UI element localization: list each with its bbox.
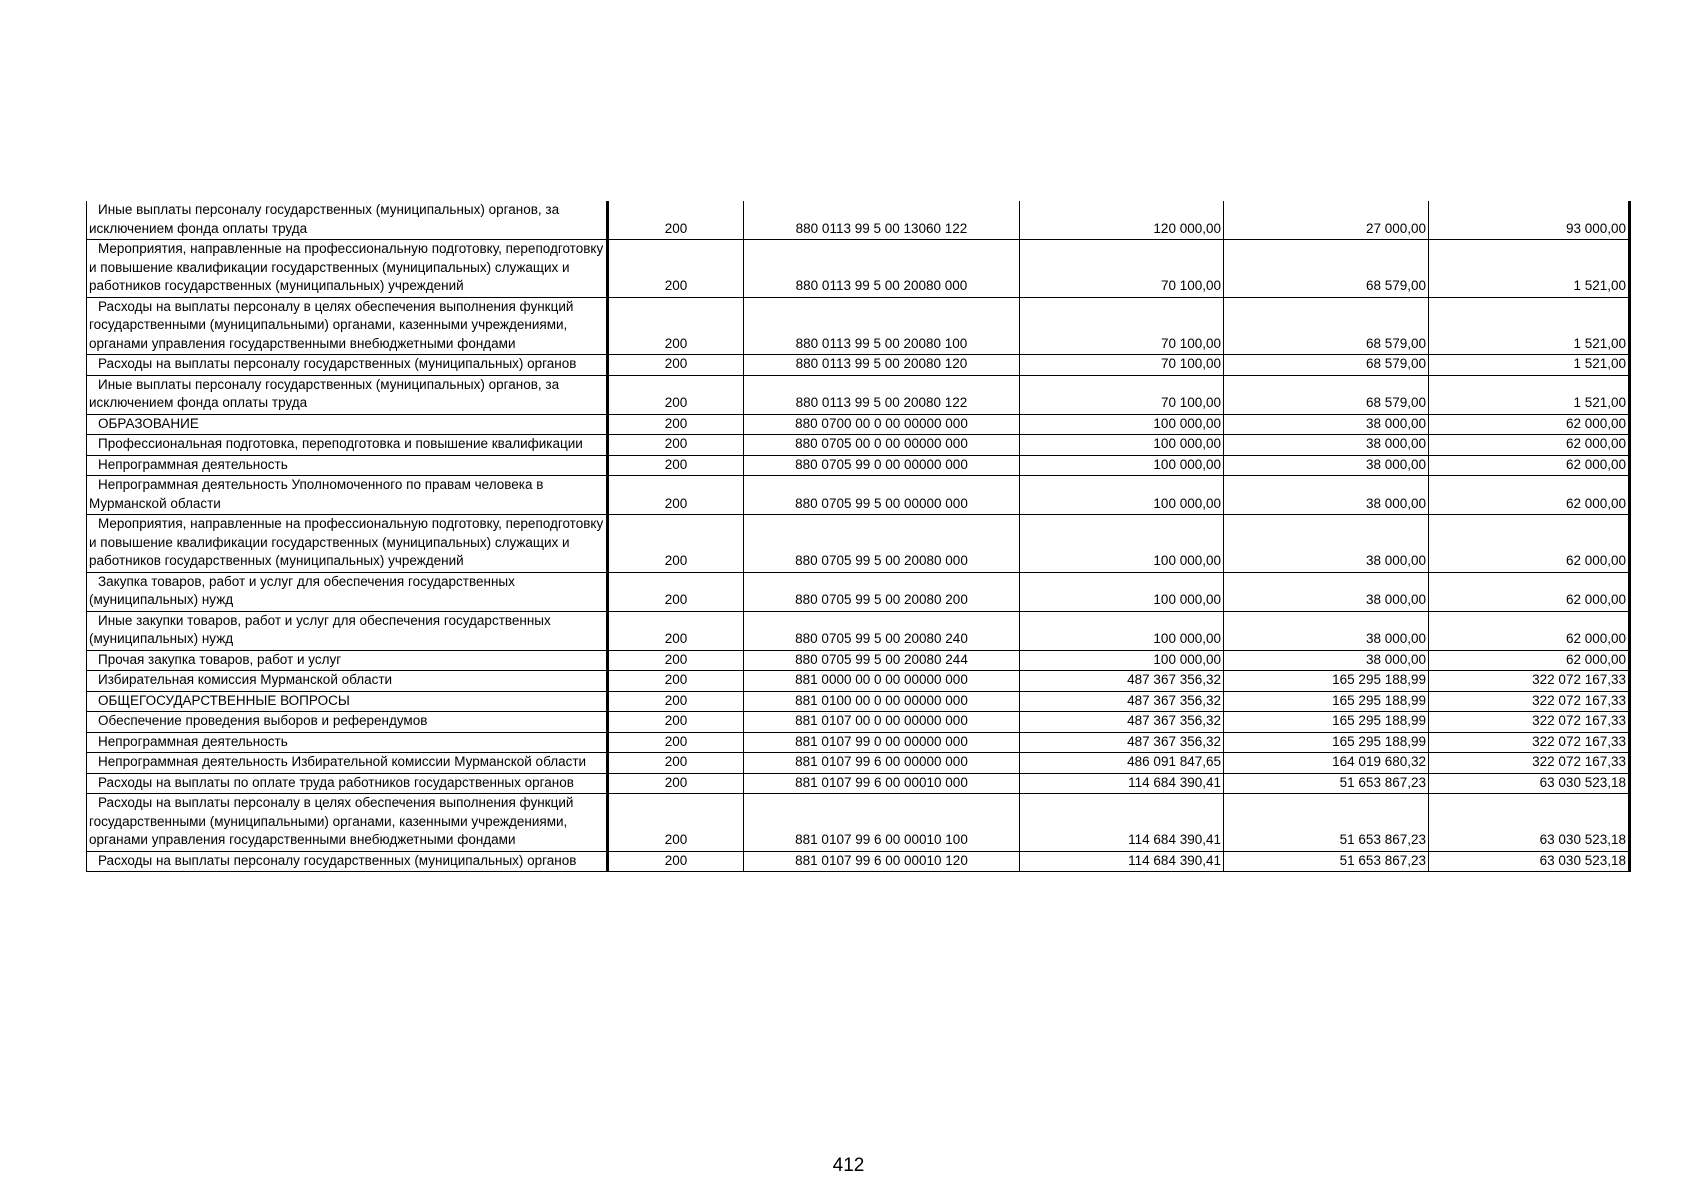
row-remaining-cell: 62 000,00 [1429,435,1630,456]
row-remaining-cell: 63 030 523,18 [1429,773,1630,794]
row-code-cell: 200 [608,732,744,753]
row-remaining-cell: 62 000,00 [1429,414,1630,435]
row-approved-cell: 100 000,00 [1020,414,1224,435]
row-classification-cell: 880 0113 99 5 00 13060 122 [744,201,1020,240]
row-name-text: Мероприятия, направленные на профессиональную подготовку, переподготовку и повышение квалификации государственных (муниципальных) служащих и работников государственных (муниципальных) учреждений [89,241,604,293]
row-classification-cell: 880 0113 99 5 00 20080 122 [744,375,1020,414]
budget-table [86,201,1631,872]
row-name-cell [87,476,608,515]
table-row [87,732,1630,753]
row-name-cell [87,691,608,712]
row-name-text: Расходы на выплаты персоналу в целях обеспечения выполнения функций государственными (муниципальными) органами, казенными учреждениями, органами управления государственными внебюджетными фондами [89,795,574,847]
row-remaining-cell: 322 072 167,33 [1429,732,1630,753]
row-name-cell [87,375,608,414]
row-code-cell: 200 [608,355,744,376]
row-name-text: Непрограммная деятельность [98,733,288,749]
row-remaining-cell: 62 000,00 [1429,650,1630,671]
row-approved-cell: 120 000,00 [1020,201,1224,240]
row-executed-cell: 38 000,00 [1224,650,1429,671]
row-approved-cell: 487 367 356,32 [1020,732,1224,753]
row-remaining-cell: 63 030 523,18 [1429,794,1630,852]
row-executed-cell: 38 000,00 [1224,572,1429,611]
table-row [87,794,1630,852]
row-name-text: Прочая закупка товаров, работ и услуг [98,651,342,667]
row-executed-cell: 165 295 188,99 [1224,732,1429,753]
row-name-cell [87,671,608,692]
row-classification-cell: 881 0107 99 0 00 00000 000 [744,732,1020,753]
table-row [87,240,1630,298]
row-executed-cell: 38 000,00 [1224,515,1429,573]
row-classification-cell: 881 0100 00 0 00 00000 000 [744,691,1020,712]
row-remaining-cell: 62 000,00 [1429,476,1630,515]
row-name-text: Обеспечение проведения выборов и референдумов [98,713,428,728]
page-number: 412 [832,1155,865,1176]
row-classification-cell: 880 0705 99 5 00 20080 244 [744,650,1020,671]
row-code-cell: 200 [608,572,744,611]
row-executed-cell: 165 295 188,99 [1224,691,1429,712]
row-classification-cell: 880 0705 00 0 00 00000 000 [744,435,1020,456]
row-executed-cell: 165 295 188,99 [1224,712,1429,733]
row-code-cell: 200 [608,691,744,712]
row-code-cell: 200 [608,753,744,774]
row-approved-cell: 100 000,00 [1020,572,1224,611]
table-row [87,515,1630,573]
row-executed-cell: 38 000,00 [1224,611,1429,650]
row-classification-cell: 880 0705 99 0 00 00000 000 [744,455,1020,476]
table-row [87,414,1630,435]
row-code-cell: 200 [608,650,744,671]
row-name-text: Непрограммная деятельность [98,456,288,472]
row-remaining-cell: 62 000,00 [1429,455,1630,476]
row-approved-cell: 70 100,00 [1020,297,1224,355]
row-classification-cell: 880 0705 99 5 00 20080 240 [744,611,1020,650]
row-approved-cell: 70 100,00 [1020,240,1224,298]
table-row [87,691,1630,712]
table-row [87,476,1630,515]
row-name-text: Расходы на выплаты персоналу в целях обеспечения выполнения функций государственными (муниципальными) органами, казенными учреждениями, органами управления государственными внебюджетными фондами [89,298,574,351]
row-remaining-cell: 62 000,00 [1429,611,1630,650]
row-name-text: Профессиональная подготовка, переподготовка и повышение квалификации [98,436,583,451]
row-classification-cell: 881 0107 99 6 00 00010 120 [744,851,1020,872]
row-executed-cell: 68 579,00 [1224,297,1429,355]
row-executed-cell: 68 579,00 [1224,375,1429,414]
row-name-text: Иные выплаты персоналу государственных (муниципальных) органов, за исключением фонда оплаты труда [89,376,560,410]
row-approved-cell: 114 684 390,41 [1020,773,1224,794]
row-classification-cell: 881 0107 99 6 00 00010 000 [744,773,1020,794]
row-classification-cell: 881 0000 00 0 00 00000 000 [744,671,1020,692]
row-remaining-cell: 1 521,00 [1429,297,1630,355]
row-name-text: Расходы на выплаты персоналу государственных (муниципальных) органов [98,356,577,371]
row-name-text: Расходы на выплаты по оплате труда работников государственных органов [98,774,574,790]
row-name-cell [87,712,608,733]
row-code-cell: 200 [608,851,744,872]
row-code-cell: 200 [608,375,744,414]
row-executed-cell: 68 579,00 [1224,355,1429,376]
row-approved-cell: 100 000,00 [1020,611,1224,650]
row-executed-cell: 165 295 188,99 [1224,671,1429,692]
table-row [87,611,1630,650]
table-row [87,355,1630,376]
row-name-text: ОБЩЕГОСУДАРСТВЕННЫЕ ВОПРОСЫ [98,692,350,708]
row-executed-cell: 38 000,00 [1224,435,1429,456]
row-executed-cell: 27 000,00 [1224,201,1429,240]
row-name-cell [87,572,608,611]
row-classification-cell: 880 0700 00 0 00 00000 000 [744,414,1020,435]
row-remaining-cell: 1 521,00 [1429,240,1630,298]
row-name-cell [87,355,608,376]
row-name-cell [87,732,608,753]
row-approved-cell: 100 000,00 [1020,455,1224,476]
row-remaining-cell: 1 521,00 [1429,355,1630,376]
row-name-cell [87,414,608,435]
row-executed-cell: 38 000,00 [1224,414,1429,435]
row-code-cell: 200 [608,611,744,650]
row-name-cell [87,794,608,852]
table-row [87,773,1630,794]
row-code-cell: 200 [608,435,744,456]
row-classification-cell: 880 0113 99 5 00 20080 120 [744,355,1020,376]
row-code-cell: 200 [608,201,744,240]
table-row [87,375,1630,414]
row-name-text: Иные выплаты персоналу государственных (муниципальных) органов, за исключением фонда оплаты труда [89,202,560,236]
row-remaining-cell: 322 072 167,33 [1429,753,1630,774]
row-name-cell [87,611,608,650]
row-approved-cell: 487 367 356,32 [1020,671,1224,692]
row-remaining-cell: 62 000,00 [1429,515,1630,573]
row-name-text: ОБРАЗОВАНИЕ [98,415,199,431]
table-row [87,455,1630,476]
row-name-cell [87,851,608,872]
table-row [87,671,1630,692]
row-approved-cell: 100 000,00 [1020,476,1224,515]
table-row [87,201,1630,240]
row-code-cell: 200 [608,476,744,515]
row-code-cell: 200 [608,773,744,794]
table-row [87,712,1630,733]
table-row [87,851,1630,872]
row-name-text: Избирательная комиссия Мурманской области [98,672,393,687]
row-remaining-cell: 63 030 523,18 [1429,851,1630,872]
row-executed-cell: 38 000,00 [1224,455,1429,476]
row-remaining-cell: 322 072 167,33 [1429,671,1630,692]
row-classification-cell: 881 0107 99 6 00 00010 100 [744,794,1020,852]
row-name-text: Непрограммная деятельность Избирательной комиссии Мурманской области [98,754,587,769]
row-code-cell: 200 [608,712,744,733]
row-approved-cell: 70 100,00 [1020,355,1224,376]
row-approved-cell: 100 000,00 [1020,515,1224,573]
row-classification-cell: 880 0113 99 5 00 20080 000 [744,240,1020,298]
row-name-cell [87,773,608,794]
row-code-cell: 200 [608,455,744,476]
row-approved-cell: 100 000,00 [1020,435,1224,456]
row-approved-cell: 70 100,00 [1020,375,1224,414]
row-remaining-cell: 322 072 167,33 [1429,712,1630,733]
table-row [87,297,1630,355]
row-name-cell [87,753,608,774]
row-approved-cell: 114 684 390,41 [1020,794,1224,852]
row-name-cell [87,455,608,476]
row-name-text: Мероприятия, направленные на профессиональную подготовку, переподготовку и повышение квалификации государственных (муниципальных) служащих и работников государственных (муниципальных) учреждений [89,516,604,568]
row-executed-cell: 38 000,00 [1224,476,1429,515]
row-executed-cell: 51 653 867,23 [1224,851,1429,872]
row-classification-cell: 881 0107 99 6 00 00000 000 [744,753,1020,774]
row-code-cell: 200 [608,414,744,435]
table-row [87,435,1630,456]
row-name-cell [87,297,608,355]
row-name-cell [87,515,608,573]
row-classification-cell: 880 0113 99 5 00 20080 100 [744,297,1020,355]
row-classification-cell: 880 0705 99 5 00 20080 000 [744,515,1020,573]
row-executed-cell: 68 579,00 [1224,240,1429,298]
row-code-cell: 200 [608,671,744,692]
row-code-cell: 200 [608,515,744,573]
row-name-cell [87,650,608,671]
row-name-cell [87,240,608,298]
row-classification-cell: 880 0705 99 5 00 20080 200 [744,572,1020,611]
row-code-cell: 200 [608,240,744,298]
row-name-text: Непрограммная деятельность Уполномоченного по правам человека в Мурманской области [89,477,544,511]
table-row [87,650,1630,671]
row-name-cell [87,435,608,456]
row-executed-cell: 164 019 680,32 [1224,753,1429,774]
table-row [87,572,1630,611]
row-remaining-cell: 93 000,00 [1429,201,1630,240]
row-name-cell [87,201,608,240]
row-remaining-cell: 1 521,00 [1429,375,1630,414]
row-remaining-cell: 322 072 167,33 [1429,691,1630,712]
row-name-text: Иные закупки товаров, работ и услуг для обеспечения государственных (муниципальных) нужд [89,612,551,646]
row-name-text: Закупка товаров, работ и услуг для обеспечения государственных (муниципальных) нужд [89,573,515,607]
row-approved-cell: 486 091 847,65 [1020,753,1224,774]
row-remaining-cell: 62 000,00 [1429,572,1630,611]
row-executed-cell: 51 653 867,23 [1224,794,1429,852]
row-name-text: Расходы на выплаты персоналу государственных (муниципальных) органов [98,852,577,868]
row-code-cell: 200 [608,794,744,852]
row-executed-cell: 51 653 867,23 [1224,773,1429,794]
row-approved-cell: 100 000,00 [1020,650,1224,671]
row-classification-cell: 881 0107 00 0 00 00000 000 [744,712,1020,733]
table-body [87,201,1630,872]
row-approved-cell: 487 367 356,32 [1020,691,1224,712]
table-row [87,753,1630,774]
row-approved-cell: 487 367 356,32 [1020,712,1224,733]
row-code-cell: 200 [608,297,744,355]
row-classification-cell: 880 0705 99 5 00 00000 000 [744,476,1020,515]
row-approved-cell: 114 684 390,41 [1020,851,1224,872]
budget-table-container [86,201,1629,872]
